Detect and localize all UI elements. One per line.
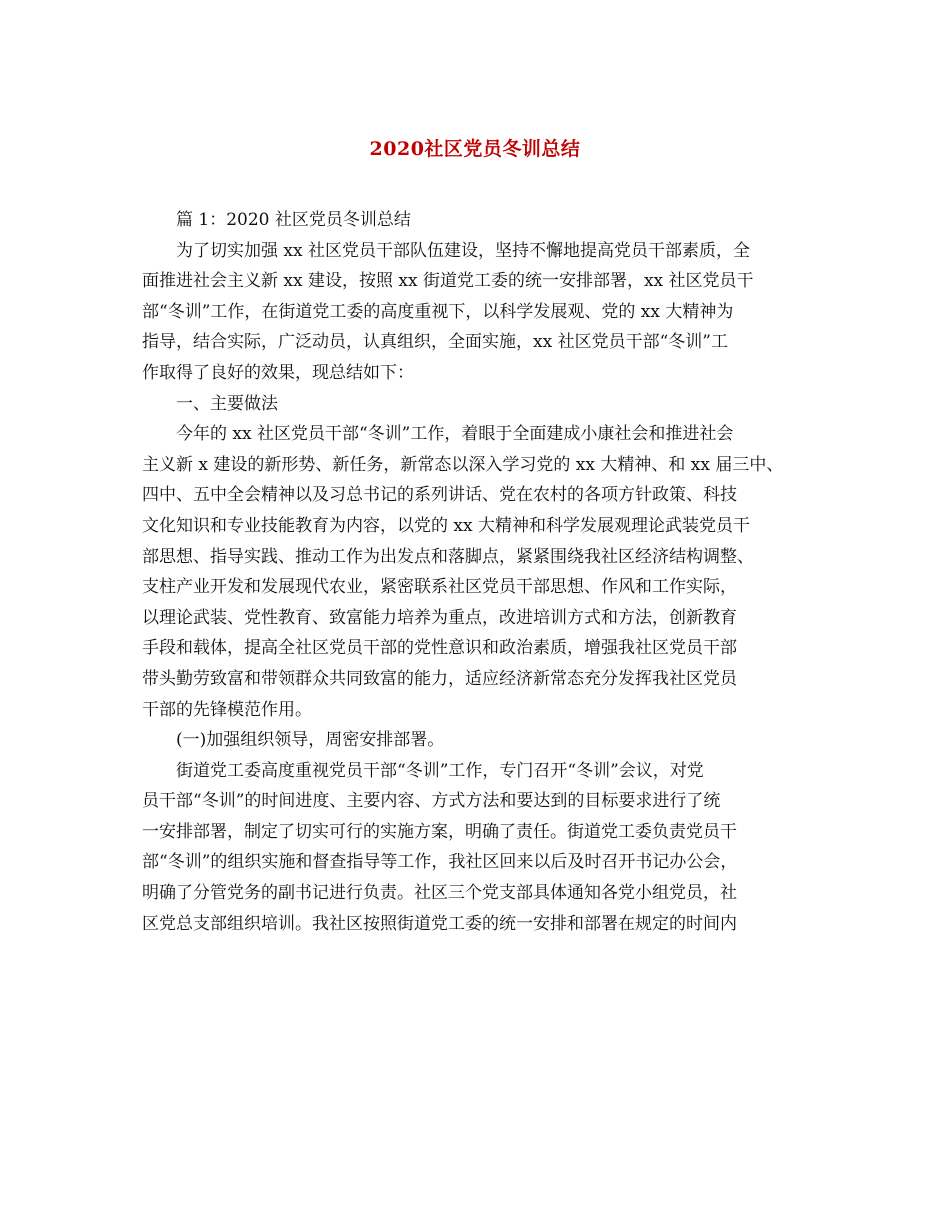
text-line: 篇 1：2020 社区党员冬训总结 [176,210,411,230]
document-title: 2020社区党员冬训总结 [369,138,581,160]
text-line: 明确了分管党务的副书记进行负责。社区三个党支部具体通知各党小组党员，社 [142,883,737,904]
text-line: 支柱产业开发和发展现代农业，紧密联系社区党员干部思想、作风和工作实际， [142,577,737,598]
text-line: (一)加强组织领导，周密安排部署。 [176,730,445,751]
document-body [142,205,832,939]
text-line: 作取得了良好的效果，现总结如下： [142,362,414,383]
text-line: 文化知识和专业技能教育为内容，以党的 xx 大精神和科学发展观理论武装党员干 [142,515,750,536]
text-line: 部“冬训”工作，在街道党工委的高度重视下，以科学发展观、党的 xx 大精神为 [142,301,734,322]
text-line: 部“冬训”的组织实施和督查指导等工作，我社区回来以后及时召开书记办公会， [142,852,738,873]
text-line: 以理论武装、党性教育、致富能力培养为重点，改进培训方式和方法，创新教育 [142,607,737,628]
text-line: 手段和载体，提高全社区党员干部的党性意识和政治素质，增强我社区党员干部 [142,638,737,659]
text-line: 四中、五中全会精神以及习总书记的系列讲话、党在农村的各项方针政策、科技 [142,485,737,506]
text-line: 街道党工委高度重视党员干部“冬训”工作，专门召开“冬训”会议，对党 [176,760,704,781]
text-line: 带头勤劳致富和带领群众共同致富的能力，适应经济新常态充分发挥我社区党员 [142,668,737,689]
text-line: 区党总支部组织培训。我社区按照街道党工委的统一安排和部署在规定的时间内 [142,913,737,934]
text-line: 为了切实加强 xx 社区党员干部队伍建设，坚持不懈地提高党员干部素质，全 [176,240,750,261]
text-line: 员干部“冬训”的时间进度、主要内容、方式方法和要达到的目标要求进行了统 [142,791,721,812]
text-line: 今年的 xx 社区党员干部“冬训”工作，着眼于全面建成小康社会和推进社会 [176,424,734,445]
text-line: 面推进社会主义新 xx 建设，按照 xx 街道党工委的统一安排部署，xx 社区党员干 [142,271,754,292]
text-line: 部思想、指导实践、推动工作为出发点和落脚点，紧紧围绕我社区经济结构调整、 [142,546,754,567]
text-line: 干部的先锋模范作用。 [142,699,312,720]
text-line: 主义新 x 建设的新形势、新任务，新常态以深入学习党的 xx 大精神、和 xx 届三中、 [142,454,784,475]
text-line: 一安排部署，制定了切实可行的实施方案，明确了责任。街道党工委负责党员干 [142,821,737,842]
text-line: 指导，结合实际，广泛动员，认真组织，全面实施，xx 社区党员干部“冬训”工 [142,332,728,353]
text-line: 一、主要做法 [176,393,278,414]
